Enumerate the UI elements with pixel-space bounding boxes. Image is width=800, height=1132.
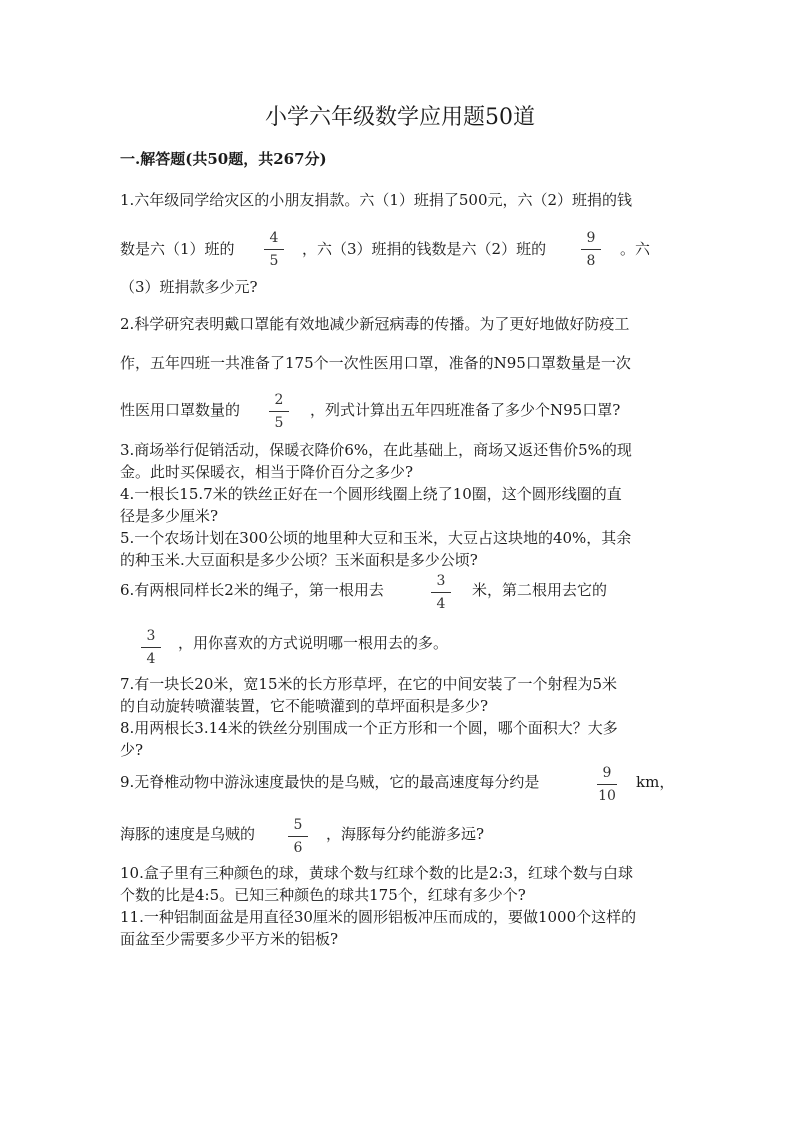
fraction-numerator: 3 [146, 628, 156, 644]
q2-line-3b: ，列式计算出五年四班准备了多少个N95口罩? [310, 401, 621, 419]
q3-line-2: 金。此时买保暖衣，相当于降价百分之多少? [120, 463, 414, 481]
q11-line-1: 11.一种铝制面盆是用直径30厘米的圆形铝板冲压而成的，要做1000个这样的 [120, 908, 637, 926]
q1-line-2c: 。六 [620, 240, 651, 258]
q9-line-1b: km， [636, 773, 675, 791]
fraction-numerator: 9 [586, 230, 596, 246]
q9-line-1a: 9.无脊椎动物中游泳速度最快的是乌贼，它的最高速度每分约是 [120, 773, 540, 791]
q3-line-1: 3.商场举行促销活动，保暖衣降价6%，在此基础上，商场又返还售价5%的现 [120, 441, 632, 459]
fraction-denominator: 4 [146, 651, 156, 667]
q6-line-2: ，用你喜欢的方式说明哪一根用去的多。 [178, 634, 449, 652]
q8-line-2: 少? [120, 741, 144, 759]
q6-line-1b: 米，第二根用去它的 [472, 581, 608, 599]
fraction-numerator: 5 [293, 817, 303, 833]
section-heading: 一.解答题(共50题，共267分) [120, 150, 327, 168]
q2-line-1: 2.科学研究表明戴口罩能有效地减少新冠病毒的传播。为了更好地做好防疫工 [120, 315, 630, 333]
fraction-denominator: 5 [269, 253, 279, 269]
q10-line-2: 个数的比是4:5。已知三种颜色的球共175个，红球有多少个? [120, 886, 526, 904]
q7-line-2: 的自动旋转喷灌装置，它不能喷灌到的草坪面积是多少? [120, 697, 489, 715]
page-title: 小学六年级数学应用题50道 [265, 105, 535, 130]
fraction-denominator: 6 [293, 840, 303, 856]
fraction-numerator: 4 [269, 230, 279, 246]
q4-line-2: 径是多少厘米? [120, 507, 219, 525]
fraction-denominator: 10 [598, 788, 616, 804]
q10-line-1: 10.盒子里有三种颜色的球，黄球个数与红球个数的比是2:3，红球个数与白球 [120, 864, 633, 882]
q1-fraction-2 [578, 229, 604, 270]
q11-line-2: 面盆至少需要多少平方米的铝板? [120, 930, 339, 948]
fraction-numerator: 9 [602, 765, 612, 781]
q8-line-1: 8.用两根长3.14米的铁丝分别围成一个正方形和一个圆，哪个面积大？大多 [120, 719, 618, 737]
fraction-numerator: 3 [436, 573, 446, 589]
q4-line-1: 4.一根长15.7米的铁丝正好在一个圆形线圈上绕了10圈，这个圆形线圈的直 [120, 485, 622, 503]
q9-line-2b: ，海豚每分约能游多远? [326, 825, 485, 843]
q1-line-2a: 数是六（1）班的 [120, 240, 235, 258]
q5-line-1: 5.一个农场计划在300公顷的地里种大豆和玉米，大豆占这块地的40%，其余 [120, 529, 632, 547]
q1-line-2b: ，六（3）班捐的钱数是六（2）班的 [302, 240, 547, 258]
q6-fraction-2 [138, 627, 164, 668]
q6-line-1a: 6.有两根同样长2米的绳子，第一根用去 [120, 581, 384, 599]
fraction-denominator: 5 [274, 415, 284, 431]
q2-fraction [266, 391, 292, 432]
q5-line-2: 的种玉米.大豆面积是多少公顷？玉米面积是多少公顷? [120, 551, 478, 569]
q9-line-2a: 海豚的速度是乌贼的 [120, 825, 256, 843]
q6-fraction-1 [428, 572, 454, 613]
q1-fraction-1 [261, 229, 287, 270]
q9-fraction-2 [285, 816, 311, 857]
q1-line-1: 1.六年级同学给灾区的小朋友捐款。六（1）班捐了500元，六（2）班捐的钱 [120, 191, 633, 209]
q1-line-3: （3）班捐款多少元? [120, 278, 258, 296]
q2-line-2: 作，五年四班一共准备了175个一次性医用口罩，准备的N95口罩数量是一次 [120, 354, 631, 372]
fraction-denominator: 4 [436, 596, 446, 612]
q7-line-1: 7.有一块长20米，宽15米的长方形草坪，在它的中间安装了一个射程为5米 [120, 675, 618, 693]
fraction-numerator: 2 [274, 392, 284, 408]
q2-line-3a: 性医用口罩数量的 [120, 401, 241, 419]
fraction-denominator: 8 [586, 253, 596, 269]
q9-fraction-1 [594, 764, 620, 805]
